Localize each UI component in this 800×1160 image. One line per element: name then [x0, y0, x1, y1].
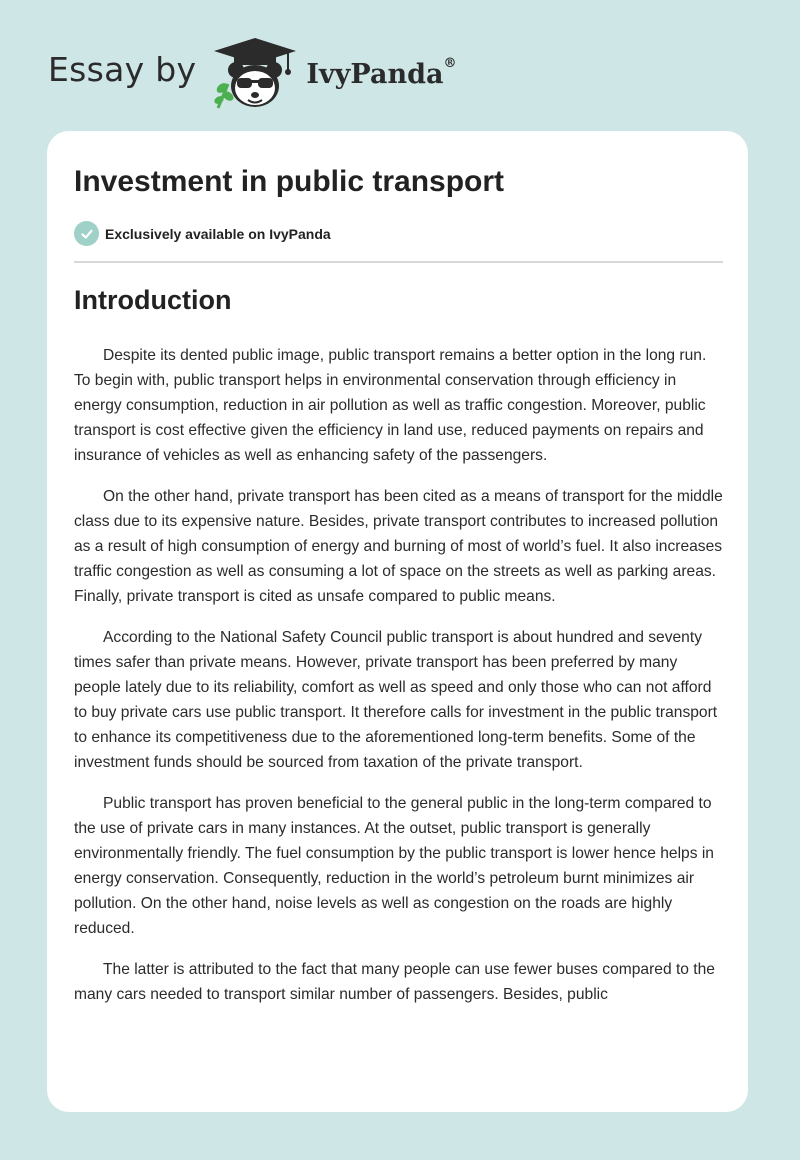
checkmark-icon	[74, 221, 99, 246]
brand-name-text: IvyPanda	[306, 58, 444, 90]
page-title: Investment in public transport	[74, 165, 505, 198]
section-heading: Introduction	[74, 285, 232, 315]
article-card	[47, 131, 748, 1112]
article-body	[74, 343, 723, 1023]
divider	[74, 261, 723, 263]
essay-by-label: Essay by	[48, 49, 197, 89]
panda-logo-icon[interactable]	[210, 36, 300, 110]
exclusive-badge	[74, 221, 331, 246]
registered-mark: ®	[443, 55, 457, 71]
brand-name[interactable]	[306, 55, 457, 90]
paragraph: The latter is attributed to the fact that many people can use fewer buses compared to the many cars needed to transport similar number of passengers. Besides, public	[74, 961, 715, 1003]
paragraph: On the other hand, private transport has been cited as a means of transport for the middle class due to its expensive nature. Besides, private transport contributes to increased pollution as a result of high consumption of energy and burning of most of world’s fuel. It also increases traffic congestion as well as consuming a lot of space on the streets as well as parking areas. Finally, private transport is cited as unsafe compared to public means.	[74, 488, 723, 605]
exclusive-label: Exclusively available on IvyPanda	[105, 225, 331, 242]
paragraph: Despite its dented public image, public transport remains a better option in the long run. To begin with, public transport helps in environmental conservation through efficiency in energy consumption, reduction in air pollution as well as traffic congestion. Moreover, public transport is cost effective given the efficiency in land use, reduced payments on repairs and insurance of vehicles as well as enhancing safety of the passengers.	[74, 347, 707, 464]
paragraph: According to the National Safety Council public transport is about hundred and seventy times safer than private means. However, private transport has been preferred by many people lately due to its reliability, comfort as well as speed and only those who can not afford to buy private cars use public transport. It therefore calls for investment in the public transport to enhance its competitiveness due to the aforementioned long-term benefits. Some of the investment funds should be sourced from taxation of the private transport.	[74, 629, 718, 771]
paragraph: Public transport has proven beneficial to the general public in the long-term compared to the use of private cars in many instances. At the outset, public transport is generally environmentally friendly. The fuel consumption by the public transport is lower hence helps in energy conservation. Consequently, reduction in the world’s petroleum burnt minimizes air pollution. On the other hand, noise levels as well as congestion on the roads are highly reduced.	[74, 795, 714, 937]
site-header	[48, 36, 456, 110]
